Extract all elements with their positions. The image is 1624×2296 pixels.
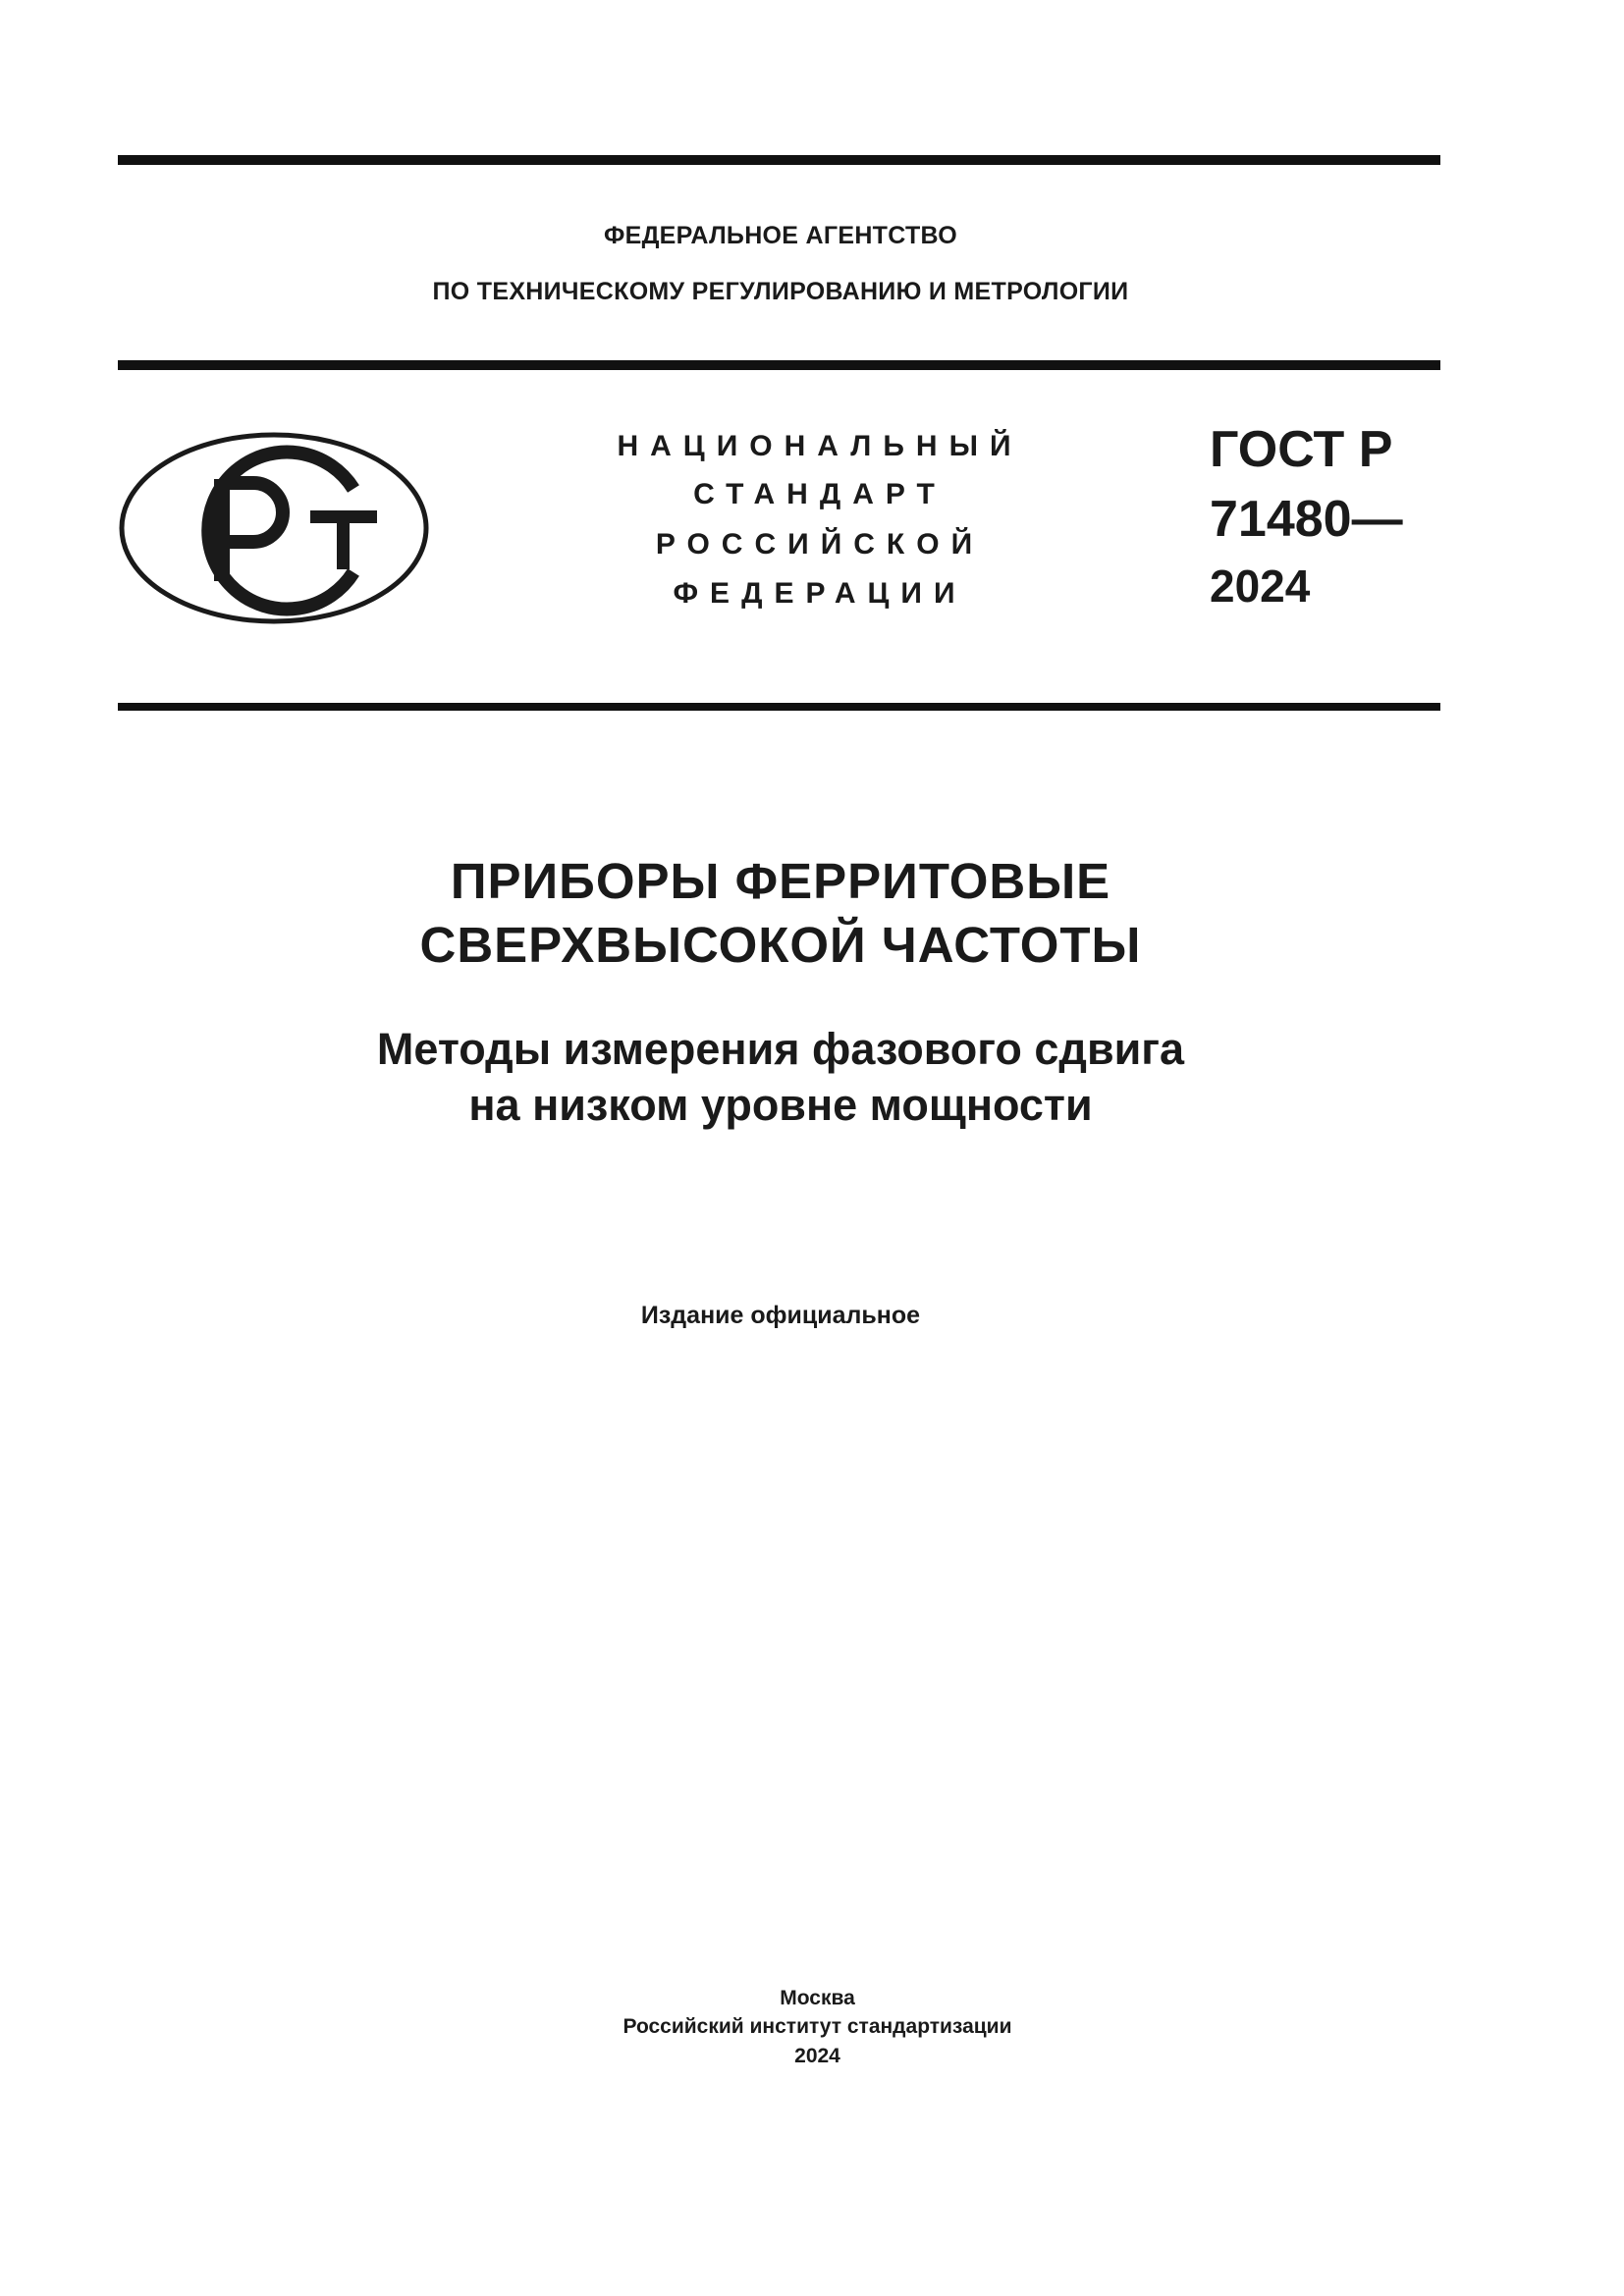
imprint-year: 2024 <box>794 2045 840 2067</box>
bottom-rule <box>118 703 1440 711</box>
document-subtitle-line-2: на низком уровне мощности <box>468 1080 1093 1130</box>
imprint-publisher: Российский институт стандартизации <box>623 2015 1012 2038</box>
imprint-city: Москва <box>780 1987 855 2009</box>
document-subtitle-line-1: Методы измерения фазового сдвига <box>376 1024 1185 1074</box>
agency-name-line-2: ПО ТЕХНИЧЕСКОМУ РЕГУЛИРОВАНИЮ И МЕТРОЛОГИИ <box>432 278 1129 305</box>
agency-name-line-1: ФЕДЕРАЛЬНОЕ АГЕНТСТВО <box>603 222 958 249</box>
standard-type-line-4: ФЕДЕРАЦИИ <box>673 577 967 610</box>
standard-type-line-3: РОССИЙСКОЙ <box>655 528 985 561</box>
standard-type-line-1: НАЦИОНАЛЬНЫЙ <box>617 430 1023 462</box>
standard-designation-line-3: 2024 <box>1210 561 1311 612</box>
edition-label: Издание официальное <box>640 1302 921 1329</box>
rst-certification-mark-icon <box>118 430 430 626</box>
standard-designation-line-2: 71480— <box>1210 491 1403 548</box>
standard-type-line-2: СТАНДАРТ <box>693 478 947 510</box>
top-rule <box>118 155 1440 165</box>
middle-rule <box>118 360 1440 370</box>
standard-designation-line-1: ГОСТ Р <box>1210 421 1393 478</box>
document-title-line-2: СВЕРХВЫСОКОЙ ЧАСТОТЫ <box>419 917 1142 973</box>
document-title-line-1: ПРИБОРЫ ФЕРРИТОВЫЕ <box>450 853 1111 909</box>
